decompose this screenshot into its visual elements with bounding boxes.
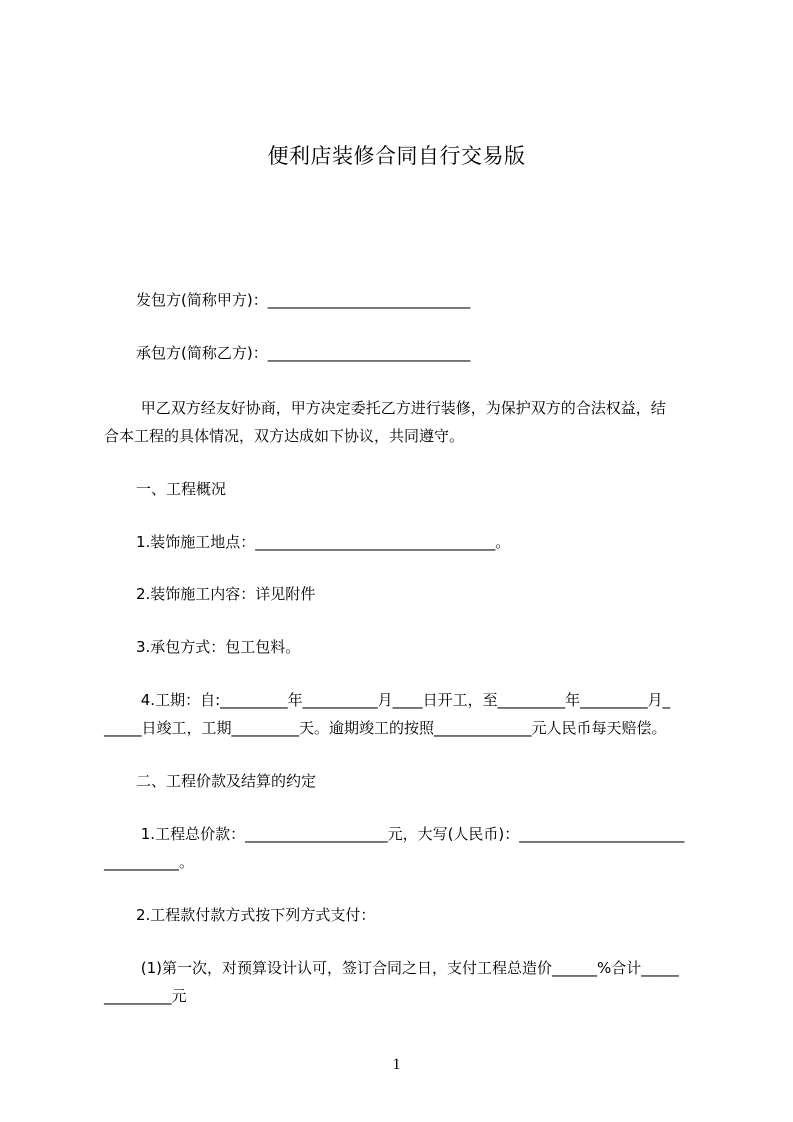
item-1-4-line-1: 4.工期：自:_________年__________月____日开工，至_________年_________月_ bbox=[136, 691, 671, 709]
item-2-1-line-2: __________。 bbox=[104, 853, 195, 871]
party-a-line: 发包方(简称甲方)：___________________________ bbox=[136, 291, 471, 309]
page-number: 1 bbox=[392, 1056, 401, 1073]
item-1-2: 2.装饰施工内容：详见附件 bbox=[136, 585, 316, 603]
item-2-2-1-line-1: (1)第一次，对预算设计认可，签订合同之日，支付工程总造价______%合计_____ bbox=[136, 959, 679, 977]
item-2-2-1-line-2: _________元 bbox=[104, 987, 187, 1005]
item-1-1: 1.装饰施工地点：________________________________。 bbox=[136, 533, 511, 551]
preamble-line-1: 甲乙双方经友好协商，甲方决定委托乙方进行装修，为保护双方的合法权益，结 bbox=[136, 399, 666, 417]
document-title: 便利店装修合同自行交易版 bbox=[267, 144, 526, 168]
preamble-line-2: 合本工程的具体情况，双方达成如下协议，共同遵守。 bbox=[104, 427, 465, 445]
item-1-3: 3.承包方式：包工包料。 bbox=[136, 638, 301, 656]
item-2-1-line-1: 1.工程总价款：___________________元，大写(人民币)：______________________ bbox=[136, 825, 685, 843]
section-1-heading: 一、工程概况 bbox=[136, 480, 227, 498]
party-b-line: 承包方(简称乙方)：___________________________ bbox=[136, 344, 471, 362]
item-2-2: 2.工程款付款方式按下列方式支付： bbox=[136, 906, 376, 924]
section-2-heading: 二、工程价款及结算的约定 bbox=[136, 772, 317, 790]
item-1-4-line-2: _____日竣工，工期_________天。逾期竣工的按照_____________元人民币每天赔偿。 bbox=[104, 719, 667, 737]
